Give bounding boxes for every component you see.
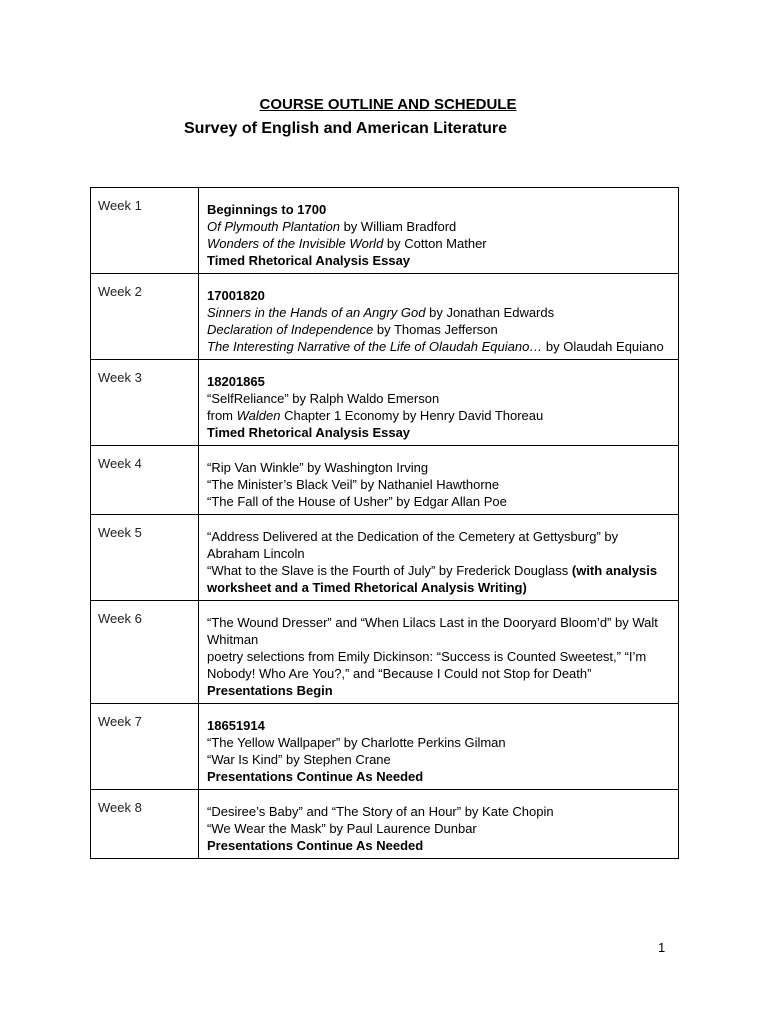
- week-readings: [199, 790, 679, 859]
- reading-line: [207, 614, 670, 648]
- reading-text: by William Bradford: [339, 219, 457, 234]
- reading-line: [207, 803, 670, 820]
- schedule-row: [91, 515, 679, 601]
- reading-line: [207, 424, 670, 441]
- reading-text: by Olaudah Equiano: [542, 339, 664, 354]
- week-label: Week 7: [91, 704, 199, 790]
- reading-text: Presentations Continue As Needed: [207, 838, 424, 853]
- reading-text: Presentations Begin: [207, 683, 333, 698]
- schedule-table: [90, 187, 679, 859]
- reading-text: Presentations Continue As Needed: [207, 769, 424, 784]
- reading-line: [207, 562, 670, 596]
- reading-line: [207, 528, 670, 562]
- reading-text: “We Wear the Mask” by Paul Laurence Dunbar: [207, 821, 477, 836]
- schedule-row: [91, 704, 679, 790]
- reading-text: “The Wound Dresser” and “When Lilacs Last in the Dooryard Bloom’d” by Walt Whitman: [207, 615, 658, 647]
- week-readings: [199, 360, 679, 446]
- reading-text: by Thomas Jefferson: [373, 322, 498, 337]
- reading-text: “The Fall of the House of Usher” by Edgar Allan Poe: [207, 494, 507, 509]
- schedule-row: [91, 601, 679, 704]
- page-number: 1: [658, 940, 666, 955]
- document-title-text: COURSE OUTLINE AND SCHEDULE: [259, 96, 517, 113]
- reading-text: 18201865: [207, 374, 265, 389]
- week-label: Week 2: [91, 274, 199, 360]
- reading-text: Declaration of Independence: [207, 322, 374, 337]
- week-label: Week 8: [91, 790, 199, 859]
- reading-text: “Rip Van Winkle” by Washington Irving: [207, 460, 429, 475]
- reading-text: 18651914: [207, 718, 265, 733]
- schedule-row: [91, 188, 679, 274]
- reading-text: Walden: [236, 408, 281, 423]
- reading-text: Of Plymouth Plantation: [207, 219, 340, 234]
- reading-text: Chapter 1 Economy by Henry David Thoreau: [280, 408, 544, 423]
- document-title: [0, 96, 768, 113]
- reading-line: [207, 235, 670, 252]
- reading-line: [207, 476, 670, 493]
- reading-text: Timed Rhetorical Analysis Essay: [207, 425, 411, 440]
- week-readings: [199, 601, 679, 704]
- reading-text: The Interesting Narrative of the Life of Olaudah Equiano…: [207, 339, 543, 354]
- reading-line: [207, 338, 670, 355]
- reading-line: [207, 734, 670, 751]
- reading-line: [207, 768, 670, 785]
- schedule-table-body: [91, 188, 679, 859]
- reading-line: [207, 218, 670, 235]
- week-label: Week 4: [91, 446, 199, 515]
- reading-line: [207, 252, 670, 269]
- reading-line: [207, 390, 670, 407]
- reading-line: [207, 648, 670, 682]
- reading-line: [207, 304, 670, 321]
- reading-line: [207, 717, 670, 734]
- week-readings: [199, 274, 679, 360]
- reading-text: Beginnings to 1700: [207, 202, 327, 217]
- reading-text: “War Is Kind” by Stephen Crane: [207, 752, 391, 767]
- reading-line: [207, 493, 670, 510]
- week-label: Week 1: [91, 188, 199, 274]
- reading-text: 17001820: [207, 288, 265, 303]
- reading-text: Wonders of the Invisible World: [207, 236, 384, 251]
- reading-text: by Cotton Mather: [383, 236, 487, 251]
- reading-line: [207, 373, 670, 390]
- reading-text: “Address Delivered at the Dedication of the Cemetery at Gettysburg” by Abraham Lincoln: [207, 529, 619, 561]
- reading-line: [207, 287, 670, 304]
- week-label: Week 6: [91, 601, 199, 704]
- schedule-row: [91, 790, 679, 859]
- reading-line: [207, 751, 670, 768]
- reading-line: [207, 407, 670, 424]
- schedule-row: [91, 360, 679, 446]
- reading-line: [207, 201, 670, 218]
- reading-text: from: [207, 408, 237, 423]
- reading-text: Timed Rhetorical Analysis Essay: [207, 253, 411, 268]
- reading-text: “What to the Slave is the Fourth of July” by Frederick Douglass: [207, 563, 572, 578]
- reading-line: [207, 820, 670, 837]
- reading-text: “Desiree’s Baby” and “The Story of an Hour” by Kate Chopin: [207, 804, 554, 819]
- reading-text: Sinners in the Hands of an Angry God: [207, 305, 426, 320]
- schedule-row: [91, 274, 679, 360]
- reading-text: “The Minister’s Black Veil” by Nathaniel Hawthorne: [207, 477, 500, 492]
- reading-line: [207, 837, 670, 854]
- reading-text: “The Yellow Wallpaper” by Charlotte Perkins Gilman: [207, 735, 506, 750]
- reading-line: [207, 682, 670, 699]
- schedule-row: [91, 446, 679, 515]
- reading-line: [207, 459, 670, 476]
- reading-text: by Jonathan Edwards: [425, 305, 555, 320]
- week-readings: [199, 704, 679, 790]
- document-subtitle: Survey of English and American Literature: [184, 120, 508, 137]
- week-label: Week 3: [91, 360, 199, 446]
- week-readings: [199, 515, 679, 601]
- week-readings: [199, 446, 679, 515]
- week-label: Week 5: [91, 515, 199, 601]
- week-readings: [199, 188, 679, 274]
- reading-text: “SelfReliance” by Ralph Waldo Emerson: [207, 391, 440, 406]
- reading-text: (with analysis worksheet and a Timed Rhetorical Analysis Writing): [207, 563, 658, 595]
- reading-text: poetry selections from Emily Dickinson: “Success is Counted Sweetest,” “I’m Nobody! Who Are You?,” and “Because I Could not Stop for Death”: [207, 649, 647, 681]
- reading-line: [207, 321, 670, 338]
